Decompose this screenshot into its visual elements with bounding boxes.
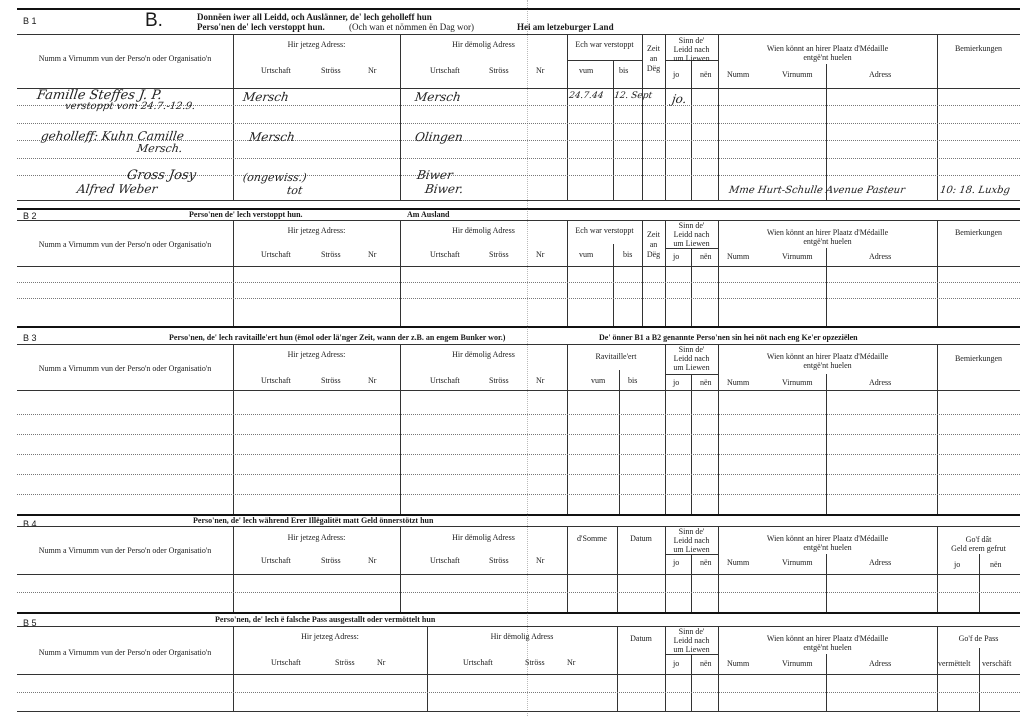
- handwritten-name: Famille Steffes J. P.: [35, 88, 163, 103]
- col-nr: Nr: [368, 66, 377, 75]
- section-subtitle-note: (Och wan et nömmen ën Dag wor): [349, 22, 474, 32]
- col-medal: Wien könnt an hirer Plaatz d'Médaille: [766, 228, 889, 237]
- col-money-returned: Go'f dât: [965, 535, 992, 544]
- section-title: Perso'nen, de' lech ë falsche Pass ausgestallt oder vermöttelt hun: [215, 615, 436, 624]
- col-sum: d'Somme: [577, 534, 607, 543]
- col-addr-old: Hir dëmolig Adress: [452, 40, 515, 49]
- col-alive: Sinn de': [678, 627, 705, 636]
- col-date: Datum: [630, 634, 652, 643]
- section-b3: B 3 Perso'nen, de' lech ravitaille'ert hun (ëmol oder lä'nger Zeit, wann der z.B. an engem Bunker wor.) De' önner B1 a B2 genannte Perso'nen sin hei nöt nach eng Ke'er opzeziëlen Numm a Virnumm vun der Perso'n oder Organisatio'n Hir jetzeg Adress: Urtschaft Ströss Nr Hir dëmolig Adress Urtschaft Ströss Nr Ravitaille'ert vum bis Sinn de' Leidd nach um Liewen jo nën Wien könnt an hirer Plaatz d'Médaille entgë'nt huelen Numm Virnumm Adress Bemierkungen: [17, 326, 1020, 514]
- col-name: Numm a Virnumm vun der Perso'n oder Organisatio'n: [38, 240, 212, 249]
- col-supplied: Ravitaille'ert: [595, 352, 637, 361]
- section-rule: [17, 8, 1020, 10]
- section-title: Donnëen iwer all Leidd, och Auslänner, de' lech geholleff hun: [197, 12, 432, 22]
- handwritten-place: Biwer.: [424, 182, 465, 196]
- handwritten-place: Mersch: [248, 130, 296, 144]
- col-addr-old: Hir dëmolig Adress: [452, 533, 515, 542]
- handwritten-note: verstoppt vom 24.7.-12.9.: [64, 101, 196, 112]
- col-addr-old: Hir dëmolig Adress: [452, 350, 515, 359]
- handwritten-yes: jo.: [671, 92, 688, 106]
- section-id: B 2: [23, 211, 37, 221]
- col-alive: Sinn de': [678, 36, 705, 45]
- col-alive: Sinn de': [678, 527, 705, 536]
- section-id: B 1: [23, 16, 37, 26]
- col-addr-now: Hir jetzeg Adress:: [301, 632, 359, 641]
- col-addr-old: Hir dëmolig Adress: [452, 226, 515, 235]
- col-to: bis: [619, 66, 629, 75]
- col-days: Zeit: [647, 44, 660, 53]
- col-ortschaft: Urtschaft: [261, 66, 291, 75]
- col-addr-now: Hir jetzeg Adress:: [287, 226, 346, 235]
- section-id: B 3: [23, 333, 37, 343]
- section-subtitle: Perso'nen de' lech verstoppt hun.: [197, 22, 325, 32]
- handwritten-note: Mersch.: [136, 142, 184, 155]
- col-name: Numm a Virnumm vun der Perso'n oder Organisatio'n: [38, 648, 212, 657]
- col-days: Zeit: [647, 230, 660, 239]
- col-alive: Sinn de': [678, 221, 705, 230]
- col-addr-now: Hir jetzeg Adress:: [287, 533, 346, 542]
- col-medal-address: Adress: [869, 70, 892, 79]
- col-from: vum: [579, 66, 594, 75]
- col-ortschaft: Urtschaft: [430, 66, 460, 75]
- section-letter: B.: [145, 10, 163, 31]
- col-name: Numm a Virnumm vun der Perso'n oder Organisatio'n: [38, 364, 212, 373]
- section-id: B 4: [23, 519, 37, 529]
- handwritten-name: geholleff: Kuhn Camille: [40, 129, 185, 143]
- handwritten-name: Alfred Weber: [76, 182, 159, 196]
- handwritten-note: tot: [286, 184, 304, 197]
- col-medal: Wien könnt an hirer Plaatz d'Médaille: [766, 44, 889, 53]
- section-id: B 5: [23, 618, 37, 628]
- col-name: Numm a Virnumm vun der Perso'n oder Organisatio'n: [38, 54, 212, 63]
- handwritten-date-from: 24.7.44: [568, 91, 605, 101]
- col-hidden: Ech war verstoppt: [575, 226, 634, 235]
- col-medal-name: Numm: [727, 70, 750, 79]
- col-remarks: Bemierkungen: [954, 354, 1003, 363]
- col-remarks: Bemierkungen: [954, 228, 1003, 237]
- handwritten-name: Gross Josy: [125, 168, 198, 183]
- col-passport-arranged: vermëttelt: [938, 659, 971, 668]
- fold-line: [527, 0, 528, 716]
- col-alive-yes: jo: [673, 70, 680, 79]
- section-title: Perso'nen, de' lech während Erer Illëgalitët matt Geld önnerstötzt hun: [193, 516, 434, 525]
- col-addr-now: Hir jetzeg Adress:: [287, 40, 346, 49]
- col-passport-issued: verschäft: [982, 659, 1012, 668]
- section-scope: Am Ausland: [407, 210, 450, 219]
- col-hidden: Ech war verstoppt: [575, 40, 634, 49]
- col-medal: Wien könnt an hirer Plaatz d'Médaille: [766, 634, 889, 643]
- col-date: Datum: [630, 534, 652, 543]
- col-alive-no: nën: [700, 70, 712, 79]
- col-addr-now: Hir jetzeg Adress:: [287, 350, 346, 359]
- handwritten-place: Mersch: [414, 90, 462, 104]
- handwritten-note: (ongewiss.): [242, 171, 308, 184]
- section-b4: B 4 Perso'nen, de' lech während Erer Illëgalitët matt Geld önnerstötzt hun Numm a Virnumm vun der Perso'n oder Organisatio'n Hir jetzeg Adress: Urtschaft Ströss Nr Hir dëmolig Adress Urtschaft Ströss Nr d'Somme Datum Sinn de' Leidd nach um Liewen jo nën Wien könnt an hirer Plaatz d'Médaille entgë'nt huelen Numm Virnumm Adress Go'f dât Geld erem gefrut jo nën: [17, 514, 1020, 612]
- col-addr-old: Hir dëmolig Adress: [490, 632, 554, 641]
- section-note: De' önner B1 a B2 genannte Perso'nen sin hei nöt nach eng Ke'er opzeziëlen: [599, 333, 858, 342]
- section-title: Perso'nen de' lech verstoppt hun.: [189, 210, 303, 219]
- col-stross: Ströss: [489, 66, 509, 75]
- col-alive: Sinn de': [678, 345, 705, 354]
- col-medal: Wien könnt an hirer Plaatz d'Médaille: [766, 352, 889, 361]
- col-stross: Ströss: [321, 66, 341, 75]
- handwritten-medal-recipient: Mme Hurt-Schulle Avenue Pasteur: [728, 185, 906, 196]
- handwritten-place: Mersch: [242, 90, 290, 104]
- section-b2: B 2 Perso'nen de' lech verstoppt hun. Am Ausland Numm a Virnumm vun der Perso'n oder Organisatio'n Hir jetzeg Adress: Urtschaft Ströss Nr Hir dëmolig Adress Urtschaft Ströss Nr Ech war verstoppt vum bis Zeit an Dëg Sinn de' Leidd nach um Liewen jo nën Wien könnt an hirer Plaatz d'Médaille entgë'nt huelen Numm Virnumm Adress Bemierkungen: [17, 208, 1020, 326]
- section-title: Perso'nen, de' lech ravitaille'ert hun (ëmol oder lä'nger Zeit, wann der z.B. an engem Bunker wor.): [169, 333, 506, 342]
- col-medal: Wien könnt an hirer Plaatz d'Médaille: [766, 534, 889, 543]
- col-name: Numm a Virnumm vun der Perso'n oder Organisatio'n: [38, 546, 212, 555]
- handwritten-place: Biwer: [416, 168, 454, 182]
- section-scope: Hei am letzeburger Land: [517, 22, 614, 32]
- col-passport: Go'f de Pass: [958, 634, 999, 643]
- col-medal-firstname: Virnumm: [782, 70, 813, 79]
- handwritten-remark: 10: 18. Luxbg: [939, 185, 1011, 196]
- section-b1: B 1 B. Donnëen iwer all Leidd, och Auslänner, de' lech geholleff hun Perso'nen de' lech verstoppt hun. (Och wan et nömmen ën Dag wor) Hei am letzeburger Land Numm a Virnumm vun der Perso'n oder Organisatio'n Hir jetzeg Adress: Urtschaft Ströss Nr Hir dëmolig Adress Urtschaft Ströss Nr Ech war verstoppt vum bis Zeit an Dëg Sinn de' Leidd nach um Liewen jo nën Wien könnt an hirer Plaatz d'Médaille entgë'nt huelen Numm Virnumm Adress Bemierkungen Famille Steffes J. P. verstoppt vom 24.7.-12.9. Mersch Mersch 24.7.44 12. Sept jo. geholleff: Kuhn Camille Mersch. Mersch Olingen Gross Josy Alfred Weber (ongewiss.) tot Biwer Biwer. Mme Hurt-Schulle Avenue Pasteur 10: 18. Luxbg: [17, 8, 1020, 208]
- handwritten-date-to: 12. Sept: [613, 91, 653, 101]
- handwritten-place: Olingen: [414, 130, 464, 144]
- section-b5: B 5 Perso'nen, de' lech ë falsche Pass ausgestallt oder vermöttelt hun Numm a Virnumm vun der Perso'n oder Organisatio'n Hir jetzeg Adress: Urtschaft Ströss Nr Hir dëmolig Adress Urtschaft Ströss Nr Datum Sinn de' Leidd nach um Liewen jo nën Wien könnt an hirer Plaatz d'Médaille entgë'nt huelen Numm Virnumm Adress Go'f de Pass vermëttelt verschäft: [17, 612, 1020, 712]
- col-nr: Nr: [536, 66, 545, 75]
- col-remarks: Bemierkungen: [954, 44, 1003, 53]
